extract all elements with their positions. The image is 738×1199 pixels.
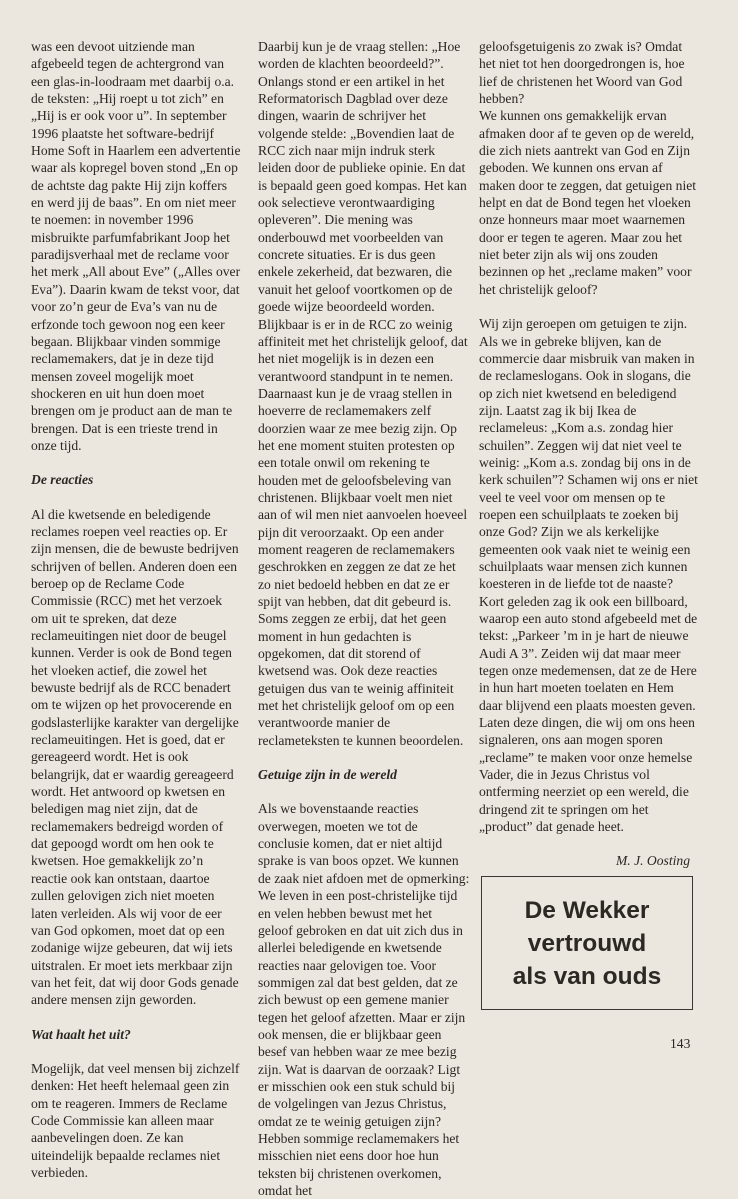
- advertisement-box: [481, 876, 693, 1010]
- paragraph: was een devoot uitziende man afgebeeld tegen de achtergrond van een glas-in-loodraam met daarbij o.a. de teksten: „Hij roept u tot zich” en „Hij is er ook voor u”. In september 1996 plaatste het software-bedrijf Home Soft in Haarlem een advertentie waar als kopregel boven stond „En op de achtste dag pakte Hij zijn koffers en werd jij de baas”. En om niet meer te noemen: in november 1996 misbruikte parfumfabrikant Joop het paradijsverhaal met de reclame voor het merk „All about Eve” („Alles over Eva”). Daarin kwam de tekst voor, dat voor zo’n geur de Eva’s van nu de erfzonde toch gewoon nog een keer begaan. Blijkbaar vinden sommige reclamemakers, dat je in deze tijd mensen zoveel mogelijk moet shockeren en uit hun doen moet brengen om je product aan de man te brengen. Dat is een trieste trend in onze tijd.: [31, 39, 241, 453]
- article-column-3: [479, 38, 698, 870]
- article-column-1: [31, 38, 241, 1181]
- paragraph: geloofsgetuigenis zo zwak is? Omdat het niet tot hen doorgedrongen is, hoe lief de christenen het Woord van God hebben?: [479, 39, 685, 107]
- section-heading: De reacties: [31, 472, 94, 488]
- paragraph: Daarnaast kun je de vraag stellen in hoeverre de reclamemakers zelf doorzien waar ze mee bezig zijn. Op het ene moment stuiten protesten op een totale onwil om rekening te houden met de geloofsbeleving van christenen. Blijkbaar voelt men niet aan of wil men niet aanvoelen hoeveel pijn dit veroorzaakt. Op een ander moment reageren de reclamemakers geschrokken en zeggen ze dat ze het zo niet bedoeld hebben en dat ze er spijt van hebben, dat dit gebeurd is. Soms zeggen ze erbij, dat het geen moment in hun gedachten is opgekomen, dat dit storend of kwetsend was. Ook deze reacties getuigen dus van te weinig affiniteit met het christelijk geloof om op een verantwoorde manier de reclameteksten te kunnen beoordelen.: [258, 385, 468, 748]
- article-column-2: [258, 38, 470, 1199]
- paragraph: Laten deze dingen, die wij om ons heen signaleren, ons aan mogen sporen „reclame” te maken voor onze hemelse Vader, die in Jezus Christus vol ontferming neerziet op een wereld, die dringend zit te springen om het „product” dat genade heet.: [479, 715, 695, 835]
- paragraph: Kort geleden zag ik ook een billboard, waarop een auto stond afgebeeld met de tekst: „Parkeer ’m in je hart de nieuwe Audi A 3”. Zeiden wij dat maar meer tegen onze medemensen, dat ze de Here in hun hart moeten toelaten en Hem daar blijvend een plaats moesten geven.: [479, 593, 698, 713]
- paragraph: We kunnen ons gemakkelijk ervan afmaken door af te geven op de wereld, die zich niets aantrekt van God en Zijn geboden. We kunnen ons ervan af maken door te zeggen, dat getuigen niet helpt en dat de Bond tegen het vloeken onze honneurs maar moet waarnemen door er tegen te ageren. Maar zou het niet beter zijn als wij ons zouden bezinnen op het „reclame maken” voor het christelijk geloof?: [479, 108, 697, 297]
- paragraph: Mogelijk, dat veel mensen bij zichzelf denken: Het heeft helemaal geen zin om te reageren. Immers de Reclame Code Commissie kan alleen maar aanbevelingen doen. Ze kan uiteindelijk bepaalde reclames niet verbieden.: [31, 1060, 240, 1180]
- section-heading: Getuige zijn in de wereld: [258, 767, 397, 783]
- page-number: 143: [670, 1036, 691, 1051]
- section-heading: Wat haalt het uit?: [31, 1026, 131, 1042]
- paragraph: Al die kwetsende en beledigende reclames roepen veel reacties op. Er zijn mensen, die de bewuste bedrijven schrijven of bellen. Anderen doen een beroep op de Reclame Code Commissie (RCC) met het verzoek om uit te spreken, dat deze reclameuitingen niet door de beugel kunnen. Verder is ook de Bond tegen het vloeken actief, die zowel het bewuste bedrijf als de RCC benadert om te wijzen op het provocerende en godslasterlijke karakter van dergelijke reclameuitingen. Het is goed, dat er gereageerd wordt. Het is ook belangrijk, dat er waardig gereageerd wordt. Het antwoord op kwetsen en beledigen mag niet zijn, dat de reclamemakers bedreigd worden of dat gepoogd wordt om hen ook te kwetsen. Hoe gemakkelijk zo’n reactie ook kan ontstaan, daartoe zullen gelovigen zich niet moeten laten verleiden. Als wij voor de eer van God opkomen, moet dat op een zodanige wijze gebeuren, dat wij iets uitstralen. Er moet iets merkbaar zijn van het feit, dat wij door Gods genade andere mensen zijn geworden.: [31, 506, 239, 1008]
- paragraph: Wij zijn geroepen om getuigen te zijn. Als we in gebreke blijven, kan de commercie daar misbruik van maken in de reclameslogans. Ook in slogans, die op zich niet kwetsend en beledigend zijn. Laatst zag ik bij Ikea de reclameleus: „Kom a.s. zondag hier schuilen”. Zeggen wij dat niet veel te weinig: „Kom a.s. zondag bij ons in de kerk schuilen”? Schamen wij ons er niet veel te veel voor om mensen op te roepen een schuilplaats te zoeken bij onze God? Zijn we als kerkelijke gemeenten ook vaak niet te weinig een schuilplaats waar mensen zich kunnen koesteren in de liefde tot de naaste?: [479, 316, 698, 592]
- advert-line-1: De Wekker: [524, 896, 650, 924]
- paragraph: Als we bovenstaande reacties overwegen, moeten we tot de conclusie komen, dat er niet altijd sprake is van boos opzet. We kunnen de zaak niet afdoen met de opmerking: We leven in een post-christelijke tijd en velen hebben bewust met het geloof gebroken en dat uit zich dus in allerlei beledigende en kwetsende reacties naar gelovigen toe. Voor sommigen zal dat best gelden, dat ze zich bewust op een gemene manier tegen het geloof afzetten. Maar er zijn ook mensen, die er blijkbaar geen besef van hebben waar ze mee bezig zijn. Wat is daarvan de oorzaak? Ligt er misschien ook een stuk schuld bij de volgelingen van Jezus Christus, omdat ze te weinig getuigen zijn? Hebben sommige reclamemakers het misschien niet eens door hoe hun teksten bij christenen overkomen, omdat het: [258, 801, 470, 1198]
- paragraph: Daarbij kun je de vraag stellen: „Hoe worden de klachten beoordeeld?”. Onlangs stond er een artikel in het Reformatorisch Dagblad over deze dingen, waarin de schrijver het volgende stelde: „Bovendien laat de RCC zich naar mijn indruk sterk leiden door de publieke opinie. En dat is bepaald geen goed kompas. Het kan ook selectieve verontwaardiging opleveren”. Die mening was onderbouwd met voorbeelden van concrete situaties. Er is dus geen enkele zekerheid, dat bezwaren, die vanuit het geloof voortkomen op de goede wijze beoordeeld worden. Blijkbaar is er in de RCC zo weinig affiniteit met het christelijk geloof, dat het niet mogelijk is in dezen een verantwoord standpunt in te nemen.: [258, 39, 468, 384]
- advert-line-2: vertrouwd: [527, 929, 647, 957]
- author-name: M. J. Oosting: [615, 853, 690, 869]
- advert-line-3: als van ouds: [512, 962, 662, 990]
